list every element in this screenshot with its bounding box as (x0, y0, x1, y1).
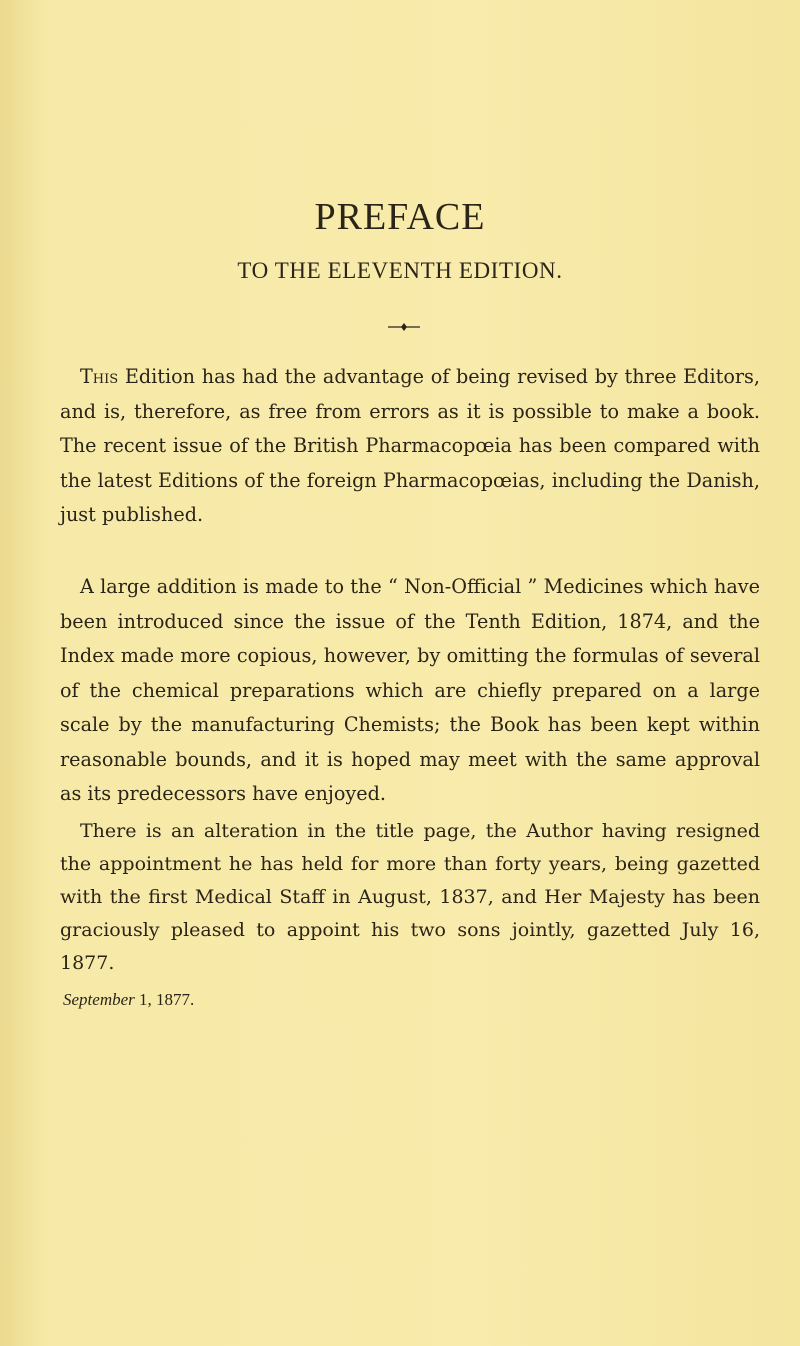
dateline-month: September (63, 990, 135, 1009)
paragraph-1-lead-word: This (80, 365, 119, 388)
paragraph-1-text: Edition has had the advantage of being revised by three Editors, and is, therefore, as free from errors as it is possible to make a book. The recent issue of the British Pharmacopœia has been compared with the latest Editions of the foreign Pharmacopœias, including the Danish, just published. (60, 365, 760, 526)
ornament-rule (388, 320, 420, 334)
dateline (63, 990, 194, 1010)
page-title: PREFACE (314, 196, 486, 238)
dateline-day-year: 1, 1877. (134, 990, 195, 1009)
paragraph-1 (60, 360, 760, 533)
page-subtitle: TO THE ELEVENTH EDITION. (237, 258, 563, 283)
paragraph-3: There is an alteration in the title page, the Author having resigned the appointment he has held for more than forty years, being gazetted with the first Medical Staff in August, 1837, and Her Majesty has been graciously pleased to appoint his two sons jointly, gazetted July 16, 1877. (60, 820, 760, 974)
paragraph-2: A large addition is made to the “ Non-Official ” Medicines which have been introduced since the issue of the Tenth Edition, 1874, and the Index made more copious, however, by omitting the formulas of several of the chemical preparations which are chiefly prepared on a large scale by the manufacturing Chemists; the Book has been kept within reasonable bounds, and it is hoped may meet with the same approval as its predecessors have enjoyed. (60, 575, 760, 805)
